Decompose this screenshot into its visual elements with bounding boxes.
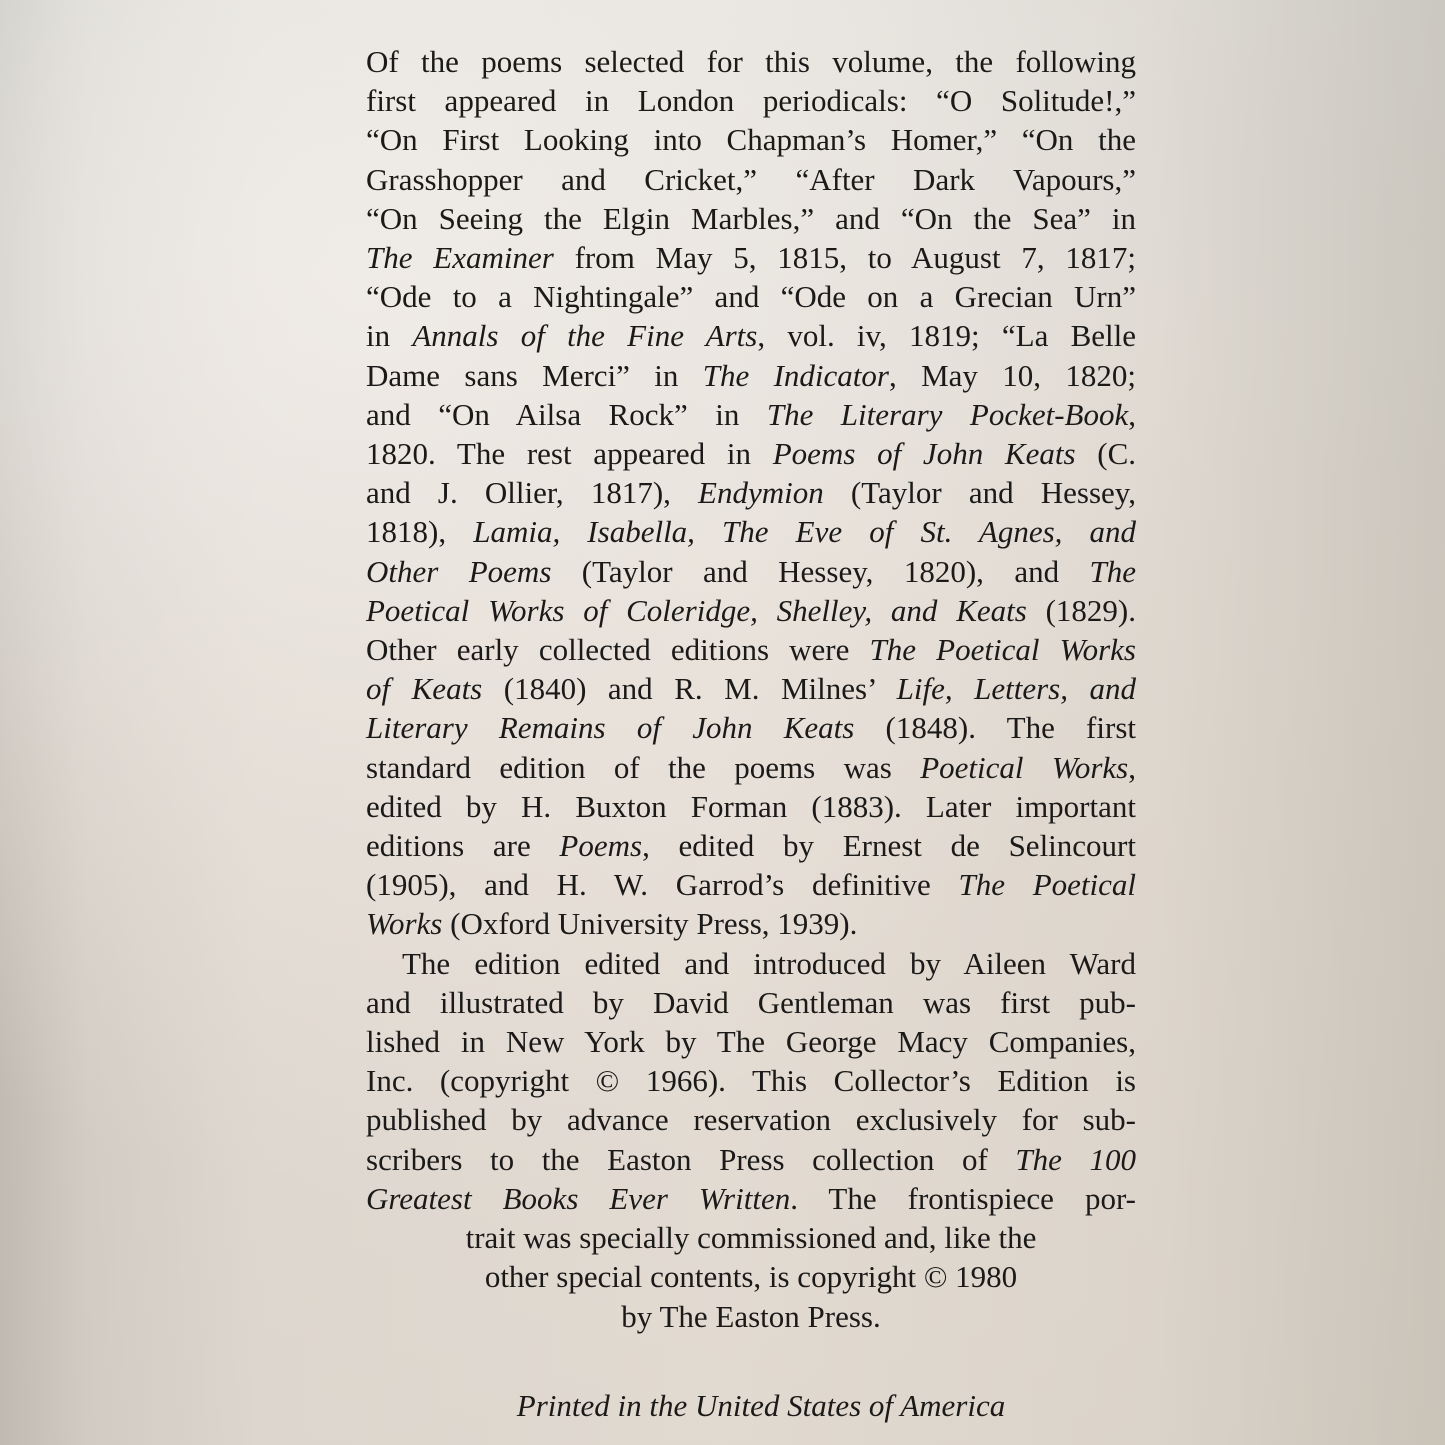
text-line xyxy=(366,669,1136,708)
text-run: scribers to the Easton Press collection of xyxy=(366,1141,1016,1177)
printed-in-imprint: Printed in the United States of America xyxy=(516,1388,1006,1423)
text-run: (Oxford University Press, 1939). xyxy=(442,906,858,942)
text-run: Dame sans Merci” in xyxy=(366,357,703,393)
book-title: The Examiner xyxy=(366,240,554,276)
centered-text-line: other special contents, is copyright © 1980 xyxy=(484,1259,1018,1295)
text-line xyxy=(366,944,1136,983)
book-title: The 100 xyxy=(1015,1141,1136,1177)
text-run: editions are xyxy=(366,828,560,864)
book-title: The Literary Pocket-Book xyxy=(766,396,1129,432)
edition-notice-paragraph xyxy=(366,944,1136,1218)
text-run: (1840) and R. M. Milnes’ xyxy=(482,671,897,707)
text-run: (Taylor and Hessey, xyxy=(823,475,1136,511)
text-run: standard edition of the poems was xyxy=(366,749,921,785)
book-title: Poems xyxy=(559,828,643,864)
text-line xyxy=(366,591,1136,630)
text-line xyxy=(366,42,1136,81)
text-run: (1905), and H. W. Garrod’s definitive xyxy=(366,867,959,903)
book-title: Literary Remains of John Keats xyxy=(366,710,855,746)
text-line xyxy=(366,708,1136,747)
text-line xyxy=(366,748,1136,787)
text-run: , May 10, 1820; xyxy=(888,357,1137,393)
book-title: The Indicator xyxy=(702,357,889,393)
book-title: Life, Letters, and xyxy=(896,671,1136,707)
text-line xyxy=(366,1100,1136,1139)
text-run: lished in New York by The George Macy Companies, xyxy=(366,1024,1136,1060)
text-run: Grasshopper and Cricket,” “After Dark Vapours,” xyxy=(366,161,1136,197)
text-run: (1848). The first xyxy=(854,710,1136,746)
text-line xyxy=(366,238,1136,277)
text-run: Other early collected editions were xyxy=(366,632,870,668)
text-run: , xyxy=(1128,749,1136,785)
text-run: Inc. (copyright © 1966). This Collector’s Edition is xyxy=(366,1063,1136,1099)
text-run: The edition edited and introduced by Aileen Ward xyxy=(402,945,1136,981)
text-line xyxy=(366,199,1136,238)
text-line xyxy=(366,1022,1136,1061)
book-title: Poems of John Keats xyxy=(772,436,1076,472)
book-title: The Poetical xyxy=(958,867,1136,903)
text-line xyxy=(366,160,1136,199)
book-title: Endymion xyxy=(698,475,824,511)
book-title: Greatest Books Ever Written xyxy=(366,1180,791,1216)
text-line xyxy=(366,865,1136,904)
text-run: , edited by Ernest de Selincourt xyxy=(642,828,1136,864)
publication-history-paragraph xyxy=(366,42,1136,944)
text-run: (1829). xyxy=(1026,592,1136,628)
book-title: Annals of the Fine Arts xyxy=(412,318,758,354)
text-run: and J. Ollier, 1817), xyxy=(366,475,699,511)
text-line xyxy=(366,904,1136,943)
text-run: (C. xyxy=(1075,436,1137,472)
text-run: published by advance reservation exclusively for sub- xyxy=(366,1102,1136,1138)
text-run: (Taylor and Hessey, 1820), and xyxy=(551,553,1090,589)
text-line xyxy=(366,356,1136,395)
book-title: Poetical Works of Coleridge, Shelley, and Keats xyxy=(366,592,1027,628)
book-title: of Keats xyxy=(366,671,483,707)
text-line xyxy=(366,120,1136,159)
text-run: Of the poems selected for this volume, the following xyxy=(366,44,1136,79)
text-line xyxy=(366,473,1136,512)
centered-text-line: by The Easton Press. xyxy=(621,1298,881,1334)
text-run: first appeared in London periodicals: “O Solitude!,” xyxy=(366,83,1136,119)
text-line xyxy=(366,1179,1136,1218)
text-run: “On Seeing the Elgin Marbles,” and “On the Sea” in xyxy=(366,200,1136,236)
text-run: “Ode to a Nightingale” and “Ode on a Grecian Urn” xyxy=(366,279,1136,315)
text-run: from May 5, 1815, to August 7, 1817; xyxy=(553,240,1136,276)
book-title: Lamia, Isabella, The Eve of St. Agnes, and xyxy=(473,514,1137,550)
text-line xyxy=(366,1140,1136,1179)
text-line xyxy=(366,787,1136,826)
text-run: 1820. The rest appeared in xyxy=(366,436,773,472)
text-line xyxy=(366,277,1136,316)
book-title: Poetical Works xyxy=(920,749,1129,785)
colophon-text-block xyxy=(366,42,1136,1336)
book-title: The xyxy=(1089,553,1136,589)
text-run: in xyxy=(366,318,413,354)
text-line xyxy=(366,983,1136,1022)
text-line xyxy=(366,434,1136,473)
text-line xyxy=(366,81,1136,120)
centered-text-line: trait was specially commissioned and, like the xyxy=(465,1220,1037,1256)
copyright-notice-centered xyxy=(366,1218,1136,1336)
text-run: and illustrated by David Gentleman was first pub- xyxy=(366,984,1136,1020)
text-run: and “On Ailsa Rock” in xyxy=(366,396,767,432)
text-line xyxy=(366,316,1136,355)
text-line xyxy=(366,1061,1136,1100)
text-line xyxy=(366,630,1136,669)
text-run: . The frontispiece por- xyxy=(790,1180,1136,1216)
text-line xyxy=(366,826,1136,865)
text-run: 1818), xyxy=(366,514,474,550)
text-run: edited by H. Buxton Forman (1883). Later important xyxy=(366,788,1136,824)
text-run: “On First Looking into Chapman’s Homer,” “On the xyxy=(366,122,1136,158)
text-line xyxy=(366,512,1136,551)
text-run: , xyxy=(1128,396,1136,432)
book-title: Other Poems xyxy=(366,553,552,589)
text-line xyxy=(366,395,1136,434)
book-title: The Poetical Works xyxy=(869,632,1136,668)
book-title: Works xyxy=(366,906,443,942)
text-run: , vol. iv, 1819; “La Belle xyxy=(757,318,1136,354)
text-line xyxy=(366,552,1136,591)
